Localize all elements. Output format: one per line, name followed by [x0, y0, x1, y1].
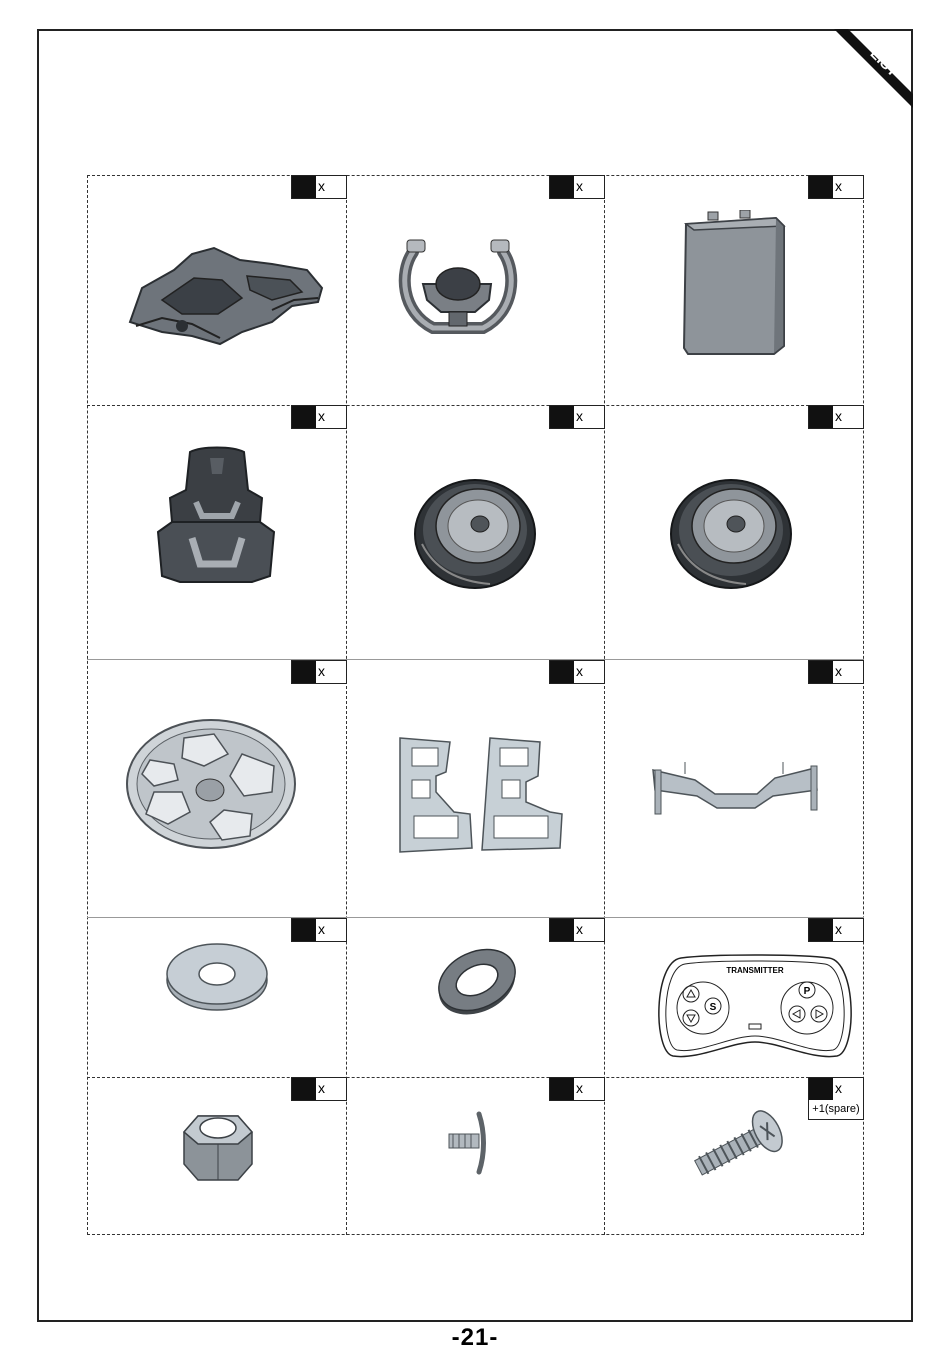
plastic-rivet-icon [445, 1110, 497, 1176]
corner-tab-label: LIST [866, 45, 902, 81]
qty-box-4: x [291, 405, 347, 429]
car-body-icon [122, 240, 327, 350]
spare-note: +1(spare) [808, 1100, 864, 1120]
grid-divider [346, 175, 347, 1235]
steering-wheel-icon [405, 240, 512, 328]
qty-box-2: x [549, 175, 605, 199]
qty-box-10: x [291, 918, 347, 942]
qty-box-7: x [291, 660, 347, 684]
brackets-icon [390, 732, 570, 854]
qty-box-6: x [808, 405, 864, 429]
washer-icon [162, 936, 272, 1014]
hubcap-icon [124, 714, 299, 854]
hex-nut-icon [180, 1102, 256, 1186]
remote-transmitter-icon [651, 952, 859, 1062]
qty-box-15: x [808, 1077, 864, 1101]
s-button-label: S [709, 1002, 717, 1013]
qty-box-14: x [549, 1077, 605, 1101]
rear-wing-icon [645, 760, 827, 824]
page-number: -21- [451, 1324, 499, 1351]
qty-box-3: x [808, 175, 864, 199]
qty-box-1: x [291, 175, 347, 199]
p-button-label: P [803, 986, 811, 997]
grid-divider [87, 659, 864, 660]
dark-washer-icon [432, 944, 522, 1016]
seat-icon [152, 446, 282, 584]
grid-divider [87, 917, 864, 918]
grid-divider [87, 405, 864, 406]
qty-box-13: x [291, 1077, 347, 1101]
list-corner-tab [834, 29, 913, 108]
screw-icon [684, 1104, 802, 1182]
qty-box-8: x [549, 660, 605, 684]
wheel-icon [410, 472, 540, 592]
qty-box-9: x [808, 660, 864, 684]
qty-box-11: x [549, 918, 605, 942]
grid-divider [604, 175, 605, 1235]
transmitter-title: TRANSMITTER [726, 966, 784, 975]
wheel-icon [666, 472, 796, 592]
battery-icon [678, 210, 790, 360]
qty-box-12: x [808, 918, 864, 942]
qty-box-5: x [549, 405, 605, 429]
grid-divider [87, 1077, 864, 1078]
